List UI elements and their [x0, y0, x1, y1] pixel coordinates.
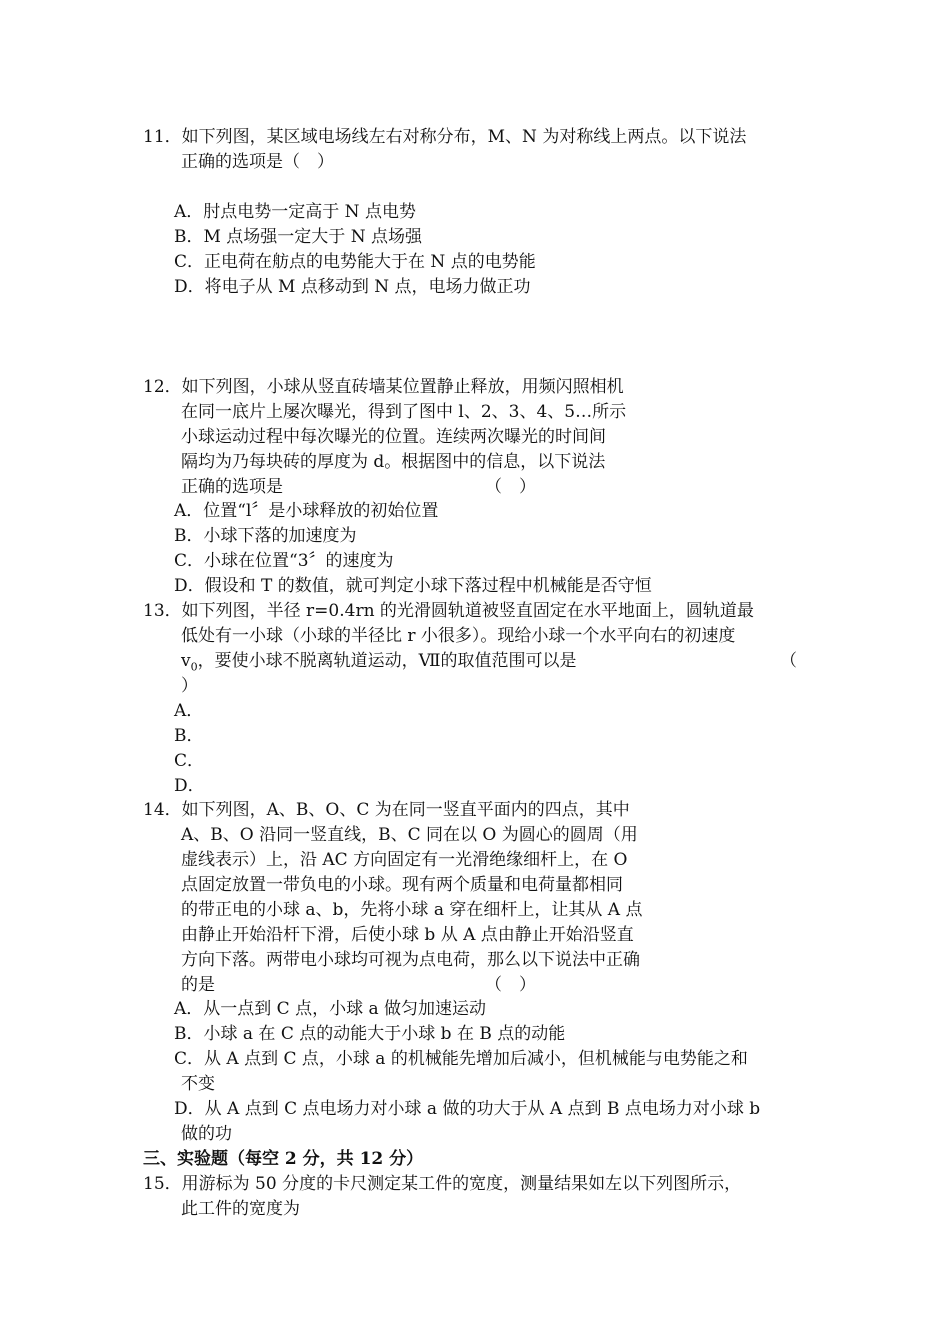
- q14-answer-paren: （ ）: [485, 975, 536, 995]
- q14-option-c-line2: 不变: [181, 1074, 215, 1094]
- q11-option-c: C．正电荷在舫点的电势能大于在 N 点的电势能: [174, 252, 536, 272]
- q12-option-d: D．假设和 T 的数值，就可判定小球下落过程中机械能是否守恒: [174, 576, 652, 596]
- q11-option-a: A．肘点电势一定高于 N 点电势: [174, 202, 416, 222]
- q14-stem-line8: 的是: [181, 975, 215, 995]
- q14-option-b: B．小球 a 在 C 点的动能大于小球 b 在 B 点的动能: [174, 1024, 566, 1044]
- q12-answer-paren: （ ）: [485, 477, 536, 497]
- q14-option-d-line2: 做的功: [181, 1124, 232, 1144]
- q13-v-subscript: 0: [190, 660, 198, 674]
- q12-stem-line5: 正确的选项是: [181, 477, 283, 497]
- q15-stem-line1: 15．用游标为 50 分度的卡尺测定某工件的宽度，测量结果如左以下列图所示，: [143, 1174, 742, 1194]
- q13-paren-close: ）: [181, 676, 198, 696]
- q13-option-b: B．: [174, 726, 204, 746]
- q13-option-d: D．: [174, 776, 205, 796]
- section3-title: 三、实验题（每空 2 分，共 12 分）: [143, 1149, 424, 1169]
- q14-stem-line4: 点固定放置一带负电的小球。现有两个质量和电荷量都相同: [181, 875, 623, 895]
- q15-stem-line2: 此工件的宽度为: [181, 1199, 300, 1219]
- q13-stem-line2: 低处有一小球（小球的半径比 r 小很多）。现给小球一个水平向右的初速度: [181, 626, 736, 646]
- q12-stem-line4: 隔均为乃每块砖的厚度为 d。根据图中的信息，以下说法: [181, 452, 606, 472]
- q13-v: v: [181, 651, 191, 671]
- q12-stem-line1: 12．如下列图，小球从竖直砖墙某位置静止释放，用频闪照相机: [143, 377, 624, 397]
- q12-stem-line2: 在同一底片上屡次曝光，得到了图中 l、2、3、4、5…所示: [181, 402, 627, 422]
- q12-option-a: A．位置“l〞是小球释放的初始位置: [174, 501, 439, 521]
- q14-option-a: A．从一点到 C 点，小球 a 做匀加速运动: [174, 999, 487, 1019]
- q14-stem-line5: 的带正电的小球 a、b，先将小球 a 穿在细杆上，让其从 A 点: [181, 900, 643, 920]
- q11-option-b: B．M 点场强一定大于 N 点场强: [174, 227, 422, 247]
- q14-stem-line2: A、B、O 沿同一竖直线，B、C 同在以 O 为圆心的圆周（用: [181, 825, 638, 845]
- q14-stem-line1: 14．如下列图，A、B、O、C 为在同一竖直平面内的四点，其中: [143, 800, 630, 820]
- q14-option-c-line1: C．从 A 点到 C 点，小球 a 的机械能先增加后减小，但机械能与电势能之和: [174, 1049, 748, 1069]
- q12-stem-line3: 小球运动过程中每次曝光的位置。连续两次曝光的时间间: [181, 427, 606, 447]
- q12-option-c: C．小球在位置“3〞的速度为: [174, 551, 394, 571]
- q11-stem-line2: 正确的选项是（ ）: [181, 152, 334, 172]
- q13-option-a: A．: [174, 701, 204, 721]
- q13-stem-line3: [181, 650, 577, 678]
- q14-stem-line3: 虚线表示）上，沿 AC 方向固定有一光滑绝缘细杆上，在 O: [181, 850, 628, 870]
- q13-option-c: C．: [174, 751, 205, 771]
- q11-stem-line1: 11．如下列图，某区域电场线左右对称分布，M、N 为对称线上两点。以下说法: [143, 127, 747, 147]
- q13-stem-line1: 13．如下列图，半径 r=0.4rn 的光滑圆轨道被竖直固定在水平地面上，圆轨道最: [143, 601, 754, 621]
- q14-stem-line7: 方向下落。两带电小球均可视为点电荷，那么以下说法中正确: [181, 950, 640, 970]
- q12-option-b: B．小球下落的加速度为: [174, 526, 357, 546]
- q14-option-d-line1: D．从 A 点到 C 点电场力对小球 a 做的功大于从 A 点到 B 点电场力对小球 b: [174, 1099, 761, 1119]
- q14-stem-line6: 由静止开始沿杆下滑，后使小球 b 从 A 点由静止开始沿竖直: [181, 925, 634, 945]
- q13-paren-open: （: [780, 651, 797, 671]
- q11-option-d: D．将电子从 M 点移动到 N 点，电场力做正功: [174, 277, 531, 297]
- q13-stem-line3-rest: ，要使小球不脱离轨道运动，Ⅶ的取值范围可以是: [197, 651, 577, 671]
